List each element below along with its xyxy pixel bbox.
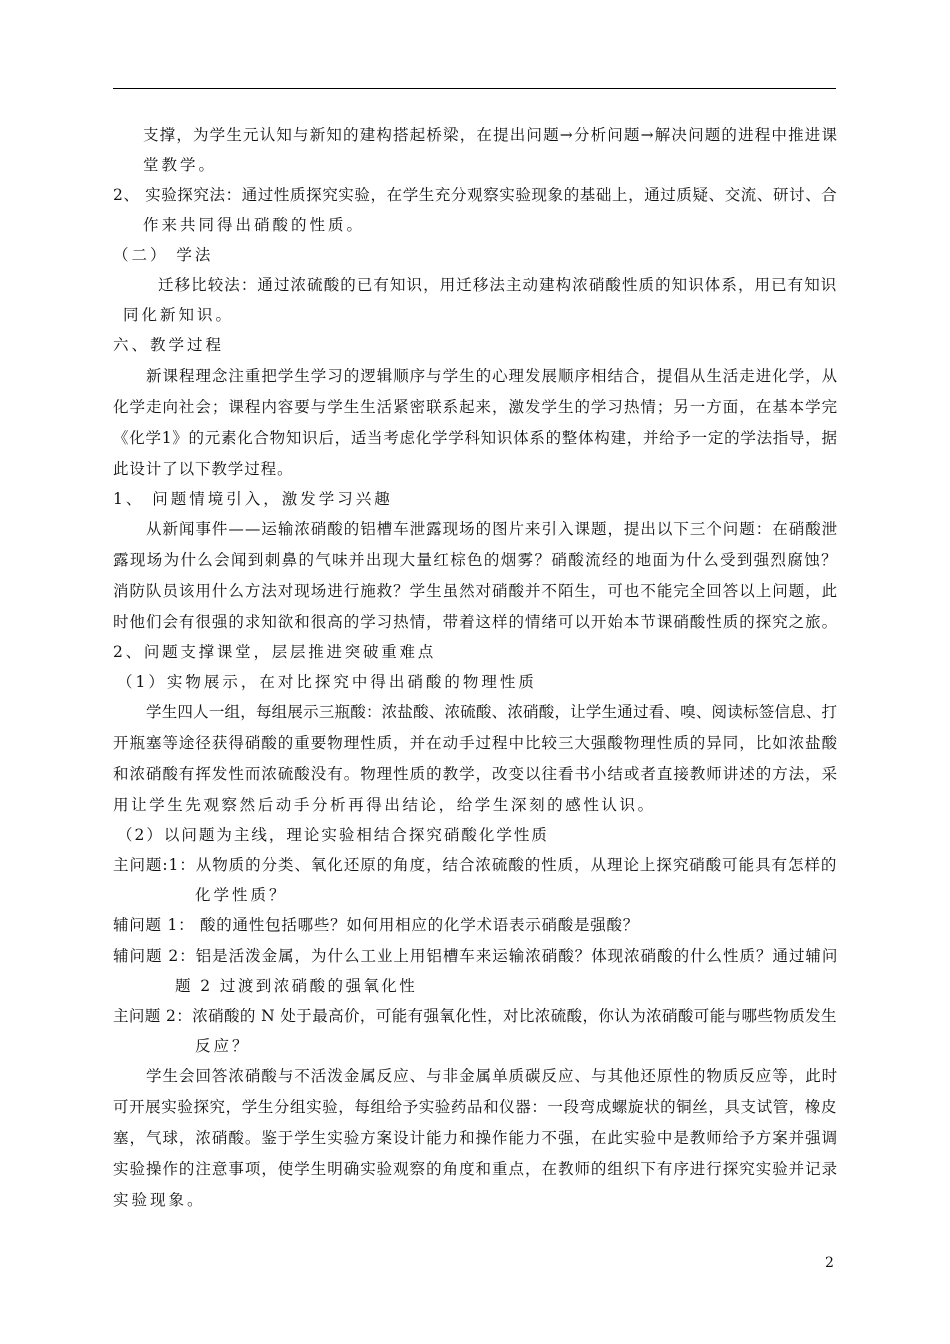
text-line: 辅问题 1： 酸的通性包括哪些？如何用相应的化学术语表示硝酸是强酸？ <box>113 916 640 934</box>
text-line: 和浓硝酸有挥发性而浓硫酸没有。物理性质的教学，改变以往看书小结或者直接教师讲述的方法，采 <box>113 765 839 783</box>
text-line: 《化学1》的元素化合物知识后，适当考虑化学学科知识体系的整体构建，并给予一定的学法指导，据 <box>113 429 838 447</box>
text-line: 化学性质？ <box>195 886 288 904</box>
text-line: 实验操作的注意事项，使学生明确实验观察的角度和重点，在教师的组织下有序进行探究实验并记录 <box>113 1160 839 1178</box>
section-heading: 六、教学过程 <box>113 336 225 354</box>
text-line: 同化新知识。 <box>123 306 235 324</box>
text-line: 支撑，为学生元认知与新知的建构搭起桥梁，在提出问题→分析问题→解决问题的进程中推进课 <box>143 126 839 144</box>
text-line: 堂教学。 <box>143 156 218 174</box>
text-line: 用让学生先观察然后动手分析再得出结论，给学生深刻的感性认识。 <box>113 796 656 814</box>
text-line: 辅问题 2：铝是活泼金属，为什么工业上用铝槽车来运输浓硝酸？体现浓硝酸的什么性质？通过辅问 <box>113 947 839 965</box>
text-line: 时他们会有很强的求知欲和很高的学习热情，带着这样的情绪可以开始本节课硝酸性质的探究之旅。 <box>113 613 839 631</box>
text-line: 题 2 过渡到浓硝酸的强氧化性 <box>175 977 418 995</box>
text-line: 露现场为什么会闻到刺鼻的气味并出现大量红棕色的烟雾？硝酸流经的地面为什么受到强烈腐蚀？ <box>113 551 838 569</box>
text-line: 学生会回答浓硝酸与不活泼金属反应、与非金属单质碳反应、与其他还原性的物质反应等，此时 <box>146 1067 839 1085</box>
text-line: 消防队员该用什么方法对现场进行施救？学生虽然对硝酸并不陌生，可也不能完全回答以上问题，此 <box>113 582 839 600</box>
text-line: 可开展实验探究，学生分组实验，每组给予实验药品和仪器：一段弯成螺旋状的铜丝，具支试管，橡皮 <box>113 1098 838 1116</box>
text-line: 此设计了以下教学过程。 <box>113 460 294 478</box>
text-line: 反应？ <box>195 1037 251 1055</box>
text-line: 从新闻事件——运输浓硝酸的铝槽车泄露现场的图片来引入课题，提出以下三个问题：在硝酸泄 <box>146 520 839 538</box>
section-heading: （1）实物展示，在对比探究中得出硝酸的物理性质 <box>117 673 537 691</box>
section-heading: （二） 学法 <box>113 246 214 264</box>
section-heading: 2、问题支撑课堂，层层推进突破重难点 <box>113 643 437 661</box>
section-heading: （2）以问题为主线，理论实验相结合探究硝酸化学性质 <box>117 826 549 844</box>
section-heading: 1、 问题情境引入，激发学习兴趣 <box>113 490 393 508</box>
text-line: 新课程理念注重把学生学习的逻辑顺序与学生的心理发展顺序相结合，提倡从生活走进化学，从 <box>146 367 839 385</box>
text-line: 学生四人一组，每组展示三瓶酸：浓盐酸、浓硫酸、浓硝酸，让学生通过看、嗅、阅读标签信息、打 <box>146 703 838 721</box>
text-line: 迁移比较法：通过浓硫酸的已有知识，用迁移法主动建构浓硝酸性质的知识体系，用已有知识 <box>158 276 838 294</box>
header-rule <box>113 88 836 89</box>
text-line: 实验现象。 <box>113 1191 206 1209</box>
text-line: 化学走向社会；课程内容要与学生生活紧密联系起来，激发学生的学习热情；另一方面，在基本学完 <box>113 398 839 416</box>
text-line: 主问题 2：浓硝酸的 N 处于最高价，可能有强氧化性，对比浓硫酸，你认为浓硝酸可能与哪些物质发生 <box>113 1007 837 1025</box>
text-line: 主问题:1：从物质的分类、氧化还原的角度，结合浓硫酸的性质，从理论上探究硝酸可能具有怎样的 <box>113 856 838 874</box>
text-line: 塞，气球，浓硝酸。鉴于学生实验方案设计能力和操作能力不强，在此实验中是教师给予方案并强调 <box>113 1129 839 1147</box>
text-line: 开瓶塞等途径获得硝酸的重要物理性质，并在动手过程中比较三大强酸物理性质的异同，比如浓盐酸 <box>113 734 839 752</box>
page-number: 2 <box>825 1255 834 1271</box>
text-line: 2、 实验探究法：通过性质探究实验，在学生充分观察实验现象的基础上，通过质疑、交流、研讨、合 <box>113 186 838 204</box>
text-line: 作来共同得出硝酸的性质。 <box>143 216 366 234</box>
